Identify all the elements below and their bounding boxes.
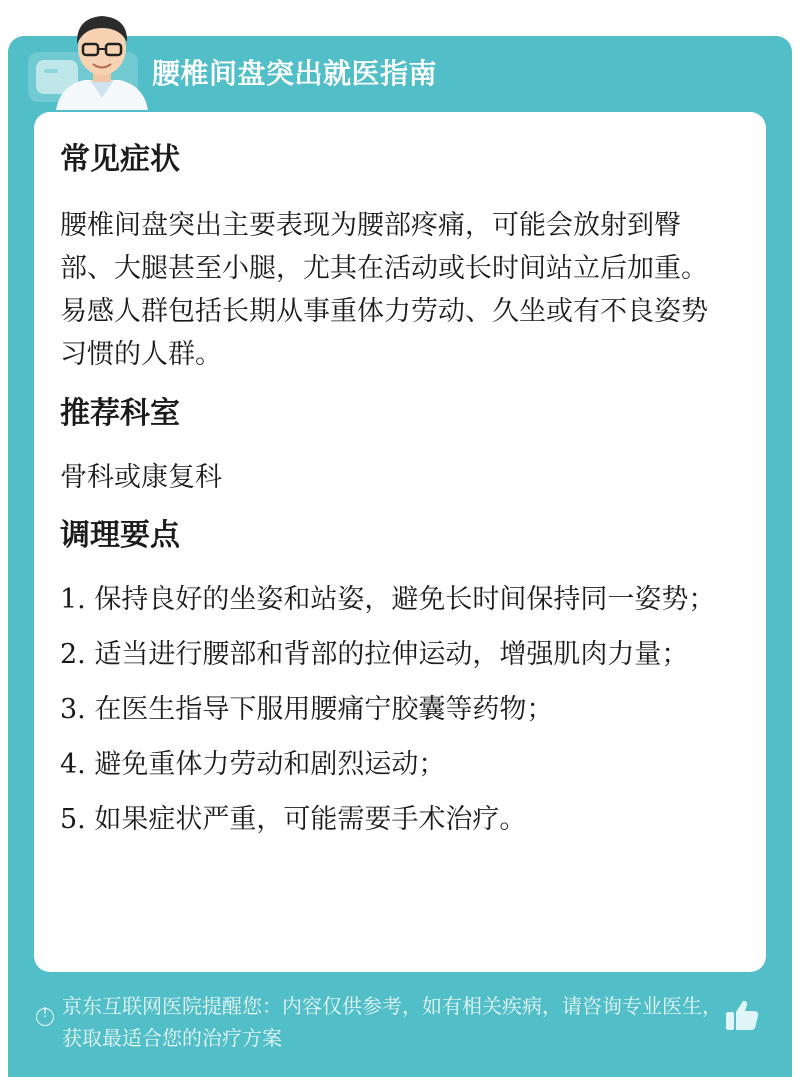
content-card <box>34 112 766 972</box>
list-item <box>60 578 715 621</box>
info-icon <box>36 1008 54 1026</box>
list-item-text: 在医生指导下服用腰痛宁胶囊等药物； <box>94 694 554 725</box>
page-title: 腰椎间盘突出就医指南 <box>152 57 438 90</box>
section-title-symptoms: 常见症状 <box>60 142 180 177</box>
list-item-number: 5. <box>60 804 86 835</box>
list-item-number: 4. <box>60 749 86 780</box>
section-title-care: 调理要点 <box>60 518 180 553</box>
doctor-avatar <box>50 6 154 110</box>
list-item-number: 1. <box>60 584 86 615</box>
thumbs-up-icon[interactable] <box>724 998 760 1032</box>
section-title-department: 推荐科室 <box>60 396 180 431</box>
care-list <box>60 578 715 853</box>
section-body-symptoms: 腰椎间盘突出主要表现为腰部疼痛，可能会放射到臀部、大腿甚至小腿，尤其在活动或长时间站立后加重。易感人群包括长期从事重体力劳动、久坐或有不良姿势习惯的人群。 <box>60 210 708 370</box>
footer-disclaimer: 京东互联网医院提醒您：内容仅供参考，如有相关疾病，请咨询专业医生，获取最适合您的治疗方案 <box>62 994 722 1050</box>
list-item-number: 3. <box>60 694 86 725</box>
list-item-text: 保持良好的坐姿和站姿，避免长时间保持同一姿势； <box>94 584 716 615</box>
list-item-text: 避免重体力劳动和剧烈运动； <box>94 749 446 780</box>
list-item-number: 2. <box>60 639 86 670</box>
section-body-department: 骨科或康复科 <box>60 462 222 493</box>
list-item <box>60 798 715 841</box>
list-item <box>60 688 715 731</box>
list-item <box>60 743 715 786</box>
list-item <box>60 633 715 676</box>
list-item-text: 适当进行腰部和背部的拉伸运动，增强肌肉力量； <box>94 639 689 670</box>
list-item-text: 如果症状严重，可能需要手术治疗。 <box>94 804 527 835</box>
